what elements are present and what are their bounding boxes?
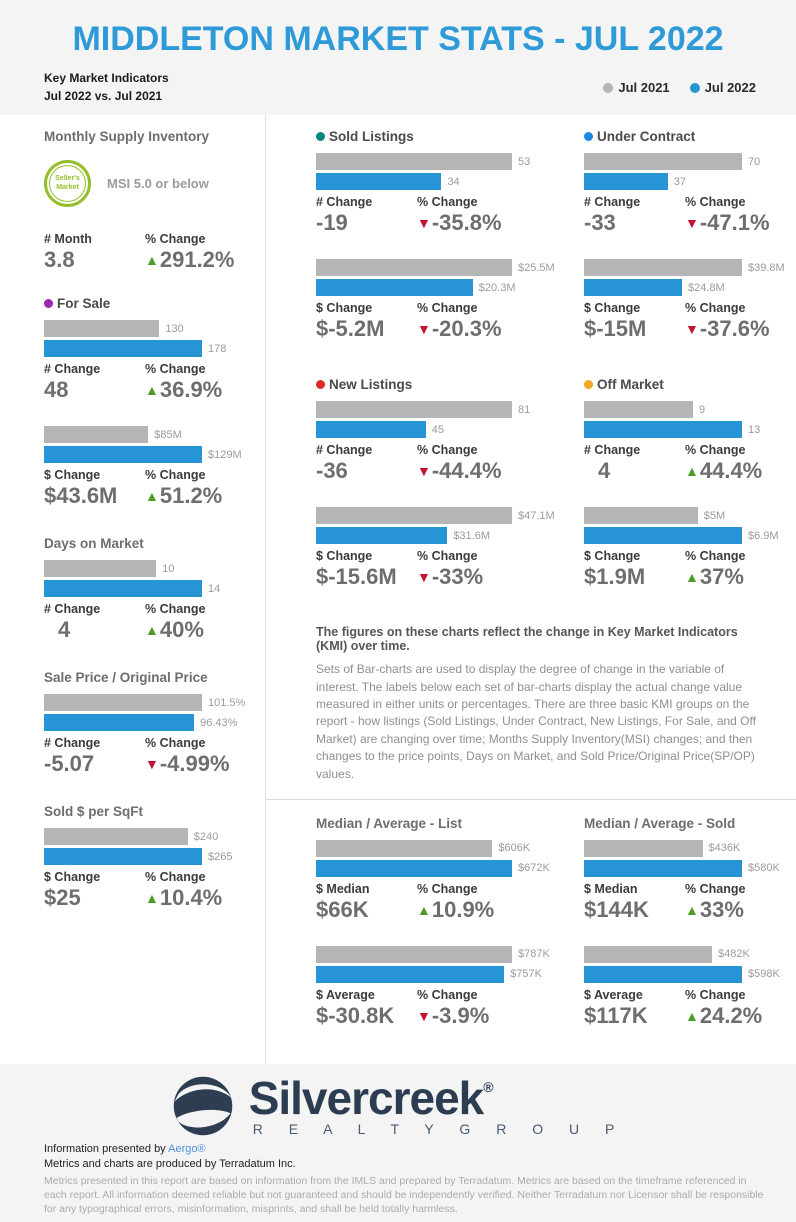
bar-jul2022 <box>316 279 473 296</box>
change-direction-icon <box>417 458 432 483</box>
stat-value: $117K <box>584 1002 648 1028</box>
bar-jul2022 <box>44 848 202 865</box>
bar-value: $436K <box>708 842 741 855</box>
bar-jul2021 <box>44 828 188 845</box>
stat-value: ▼ -35.8% <box>417 210 532 235</box>
stat-value: 3.8 <box>44 246 75 272</box>
stat-label: # Change <box>584 195 641 209</box>
kmi-group-sold-per-sqft <box>44 804 255 910</box>
bar-jul2021 <box>584 840 703 857</box>
bar-jul2022 <box>584 173 668 190</box>
stat-value: $-30.8K <box>316 1002 395 1028</box>
bar-value: 70 <box>748 155 761 168</box>
stat-label: % Change <box>145 362 206 377</box>
bar-chart-sold-per-sqft <box>44 828 255 910</box>
bar-jul2021 <box>584 946 712 963</box>
stat-label: % Change <box>417 881 478 896</box>
stat-value: 48 <box>44 376 69 402</box>
kmi-group-new-listings: New Listings 81 45 # Change -36 % Change ▼ -44.4% $47.1M $31.6M $ Change $-15.6M % Change ▼ -33% <box>266 377 532 589</box>
sellers-market-badge-icon <box>44 160 91 207</box>
stat-value: ▼ -37.6% <box>685 316 796 341</box>
report-body <box>0 115 796 1064</box>
kmi-group-for-sale <box>44 296 255 508</box>
msi-badge-row <box>44 160 255 207</box>
stat-label: # Change <box>44 602 101 617</box>
badge-line-1: Seller's <box>55 175 80 183</box>
group-title-msi: Monthly Supply Inventory <box>44 129 210 144</box>
brand-subtitle: R E A L T Y G R O U P <box>252 1121 626 1138</box>
presented-by-line: Information presented by Aergo® <box>44 1143 206 1156</box>
stat-value: $-15.6M <box>316 563 397 589</box>
bar-chart-off-market-units <box>584 401 796 483</box>
stat-label: % Change <box>685 301 746 316</box>
bar-jul2021 <box>584 507 698 524</box>
bar-value: $5M <box>703 509 726 522</box>
kmi-description-heading: The figures on these charts reflect the change in Key Market Indicators (KMI) over time. <box>316 625 738 654</box>
report-footer <box>0 1064 796 1222</box>
bar-value: $39.8M <box>748 261 785 274</box>
stat-label: % Change <box>145 870 206 885</box>
bar-value: $20.3M <box>478 281 516 294</box>
bar-jul2022 <box>584 279 682 296</box>
stat-label: % Change <box>145 736 206 751</box>
bar-value: 101.5% <box>208 696 246 709</box>
change-direction-icon <box>685 1003 700 1028</box>
bar-chart-sp-op <box>44 694 255 776</box>
bar-value: $129M <box>208 448 242 461</box>
stat-value: $66K <box>316 896 369 922</box>
bar-jul2022 <box>316 173 441 190</box>
bar-value: 53 <box>518 155 531 168</box>
stat-value: $-15M <box>584 315 647 341</box>
bar-jul2022 <box>584 860 742 877</box>
bar-jul2022 <box>316 966 504 983</box>
stat-label: $ Median <box>584 881 638 896</box>
bar-value: $672K <box>518 862 550 875</box>
bar-chart-sold-listings-units <box>316 153 532 235</box>
kmi-group-sold-listings: Sold Listings 53 34 # Change -19 % Change ▼ -35.8% $25.5M $20.3M $ Change $-5.2M % Change ▼ -20.3% <box>266 129 532 341</box>
change-direction-icon <box>145 247 160 272</box>
msi-note: MSI 5.0 or below <box>107 176 209 191</box>
stat-value: -5.07 <box>44 750 95 776</box>
bar-value: 37 <box>673 175 686 188</box>
stat-label: $ Median <box>316 881 370 896</box>
bar-jul2022 <box>44 446 202 463</box>
msi-stats <box>44 233 255 272</box>
change-direction-icon <box>145 617 160 642</box>
kmi-group-sale-price-original-price <box>44 670 255 776</box>
bar-value: $24.8M <box>687 281 725 294</box>
bar-jul2021 <box>316 401 512 418</box>
bar-chart-under-contract-units <box>584 153 796 235</box>
stat-label: % Change <box>145 232 206 246</box>
series-dot-icon <box>316 132 325 141</box>
silvercreek-logo <box>0 1074 796 1138</box>
bar-jul2021 <box>584 153 742 170</box>
stat-value: $1.9M <box>584 563 646 589</box>
kmi-description <box>316 625 758 783</box>
bar-chart-off-market-dollars <box>584 507 796 589</box>
brand-name: Silvercreek <box>248 1072 484 1125</box>
bar-value: $606K <box>498 842 531 855</box>
bar-chart-average-sold <box>584 946 796 1028</box>
footer-info <box>44 1142 768 1216</box>
bar-chart-median-sold <box>584 840 796 922</box>
stat-value: -36 <box>316 457 348 483</box>
stat-label: $ Change <box>584 549 641 564</box>
kmi-group-off-market: Off Market 9 13 # Change 4 % Change ▲ 44.4% $5M $6.9M $ Change $1.9M % Change ▲ 37% <box>532 377 796 589</box>
group-title-for-sale: For Sale <box>44 296 255 311</box>
bar-jul2021 <box>44 694 202 711</box>
stat-label: # Change <box>316 443 373 458</box>
bar-value: 34 <box>447 175 460 188</box>
bar-value: $85M <box>154 428 182 441</box>
kmi-row-2 <box>266 377 796 589</box>
series-dot-icon <box>584 380 593 389</box>
badge-line-2: Market <box>56 183 79 191</box>
bar-chart-for-sale-units <box>44 320 255 402</box>
stat-value: ▲ 291.2% <box>145 247 255 272</box>
logo-wordmark <box>248 1072 626 1138</box>
kmi-row-3 <box>266 816 796 1028</box>
stat-label: $ Average <box>584 987 643 1002</box>
stat-label: % Change <box>145 468 206 483</box>
legend <box>603 80 756 95</box>
stat-value: $43.6M <box>44 482 118 508</box>
stat-label: $ Change <box>584 301 641 316</box>
stat-label: $ Change <box>44 870 101 885</box>
bar-value: $6.9M <box>748 529 779 542</box>
group-title-sold-per-sqft: Sold $ per SqFt <box>44 804 144 820</box>
stat-label: % Change <box>685 881 746 896</box>
kmi-group-median-average-list <box>266 815 550 1028</box>
kmi-row-1 <box>266 129 796 341</box>
bar-jul2021 <box>44 560 156 577</box>
bar-jul2021 <box>44 320 159 337</box>
stat-value: ▲ 24.2% <box>685 1003 796 1028</box>
bar-value: 81 <box>518 403 531 416</box>
stat-label: # Change <box>584 443 641 458</box>
change-direction-icon <box>145 751 160 776</box>
change-direction-icon <box>145 483 160 508</box>
stat-value: ▼ -3.9% <box>417 1003 532 1028</box>
stat-label: % Change <box>145 602 206 617</box>
bar-jul2021 <box>316 946 512 963</box>
bar-value: $482K <box>717 948 750 961</box>
bar-value: $598K <box>748 968 780 981</box>
change-direction-icon <box>417 564 432 589</box>
bar-chart-average-list <box>316 946 550 1028</box>
legend-item-jul2022 <box>690 80 756 95</box>
stat-value: 4 <box>598 457 611 483</box>
series-dot-icon <box>584 132 593 141</box>
bar-value: $787K <box>518 948 550 961</box>
series-dot-icon <box>44 299 53 308</box>
stat-label: # Change <box>44 362 101 377</box>
stat-value: ▲ 40% <box>145 617 255 642</box>
stat-value: ▼ -44.4% <box>417 458 532 483</box>
bar-value: 14 <box>208 582 221 595</box>
right-region <box>266 115 796 1064</box>
stat-value: -19 <box>316 209 348 235</box>
bar-chart-for-sale-dollars <box>44 426 255 508</box>
legend-dot-jul2021-icon <box>603 83 613 93</box>
stat-label: # Change <box>44 736 101 751</box>
kicker-line-1: Key Market Indicators <box>44 71 169 86</box>
bar-jul2022 <box>44 340 202 357</box>
stat-value: ▼ -20.3% <box>417 316 532 341</box>
series-dot-icon <box>316 380 325 389</box>
stat-value: ▼ -47.1% <box>685 210 796 235</box>
bar-value: 13 <box>748 423 761 436</box>
bar-value: $240 <box>193 830 219 843</box>
group-title-sp-op: Sale Price / Original Price <box>44 670 208 686</box>
stat-value: ▲ 36.9% <box>145 377 255 402</box>
stat-label: % Change <box>685 195 746 209</box>
bar-value: $265 <box>208 850 233 863</box>
bar-jul2022 <box>584 527 742 544</box>
bar-jul2021 <box>316 840 492 857</box>
stat-label: % Change <box>685 443 746 458</box>
stat-label: $ Change <box>316 301 373 316</box>
bar-jul2022 <box>584 421 742 438</box>
stat-label: % Change <box>685 549 746 564</box>
stat-value: ▲ 10.4% <box>145 885 255 910</box>
stat-value: ▲ 51.2% <box>145 483 255 508</box>
bar-value: $757K <box>510 968 542 981</box>
stat-value: ▲ 44.4% <box>685 458 796 483</box>
stat-label: $ Change <box>44 468 101 483</box>
stat-value: ▲ 37% <box>685 564 796 589</box>
legend-label-jul2021: Jul 2021 <box>618 80 670 95</box>
kmi-description-body: Sets of Bar-charts are used to display the degree of change in the variable of interest. The labels below each set of bar-charts display the actual change value measured in either units or percentages. There are three basic KMI groups on the report - how listings (Sold Listings, Under Contract, New Listings, For Sale, and Off Market) are changing over time; Months Supply Inventory(MSI) changes; and then changes to the price points, Days on Market, and Sold Price/Original Price(SP/OP) values. <box>316 662 756 781</box>
bar-jul2021 <box>584 259 742 276</box>
stat-value: $-5.2M <box>316 315 385 341</box>
stat-value: ▲ 33% <box>685 897 796 922</box>
group-title-median-average-list: Median / Average - List <box>316 815 463 831</box>
bar-jul2021 <box>44 426 148 443</box>
group-title-median-average-sold: Median / Average - Sold <box>584 815 736 831</box>
stat-label: $ Average <box>316 987 375 1002</box>
bar-value: 9 <box>699 403 706 416</box>
bar-jul2021 <box>316 259 512 276</box>
stat-label: # Change <box>316 195 373 209</box>
bar-chart-sold-listings-dollars <box>316 259 555 341</box>
bar-value: $31.6M <box>453 529 491 542</box>
stat-label: # Month <box>44 232 92 246</box>
change-direction-icon <box>417 1003 432 1028</box>
stat-value: 4 <box>58 616 71 642</box>
bar-chart-new-listings-dollars <box>316 507 555 589</box>
stat-label: % Change <box>417 549 478 564</box>
change-direction-icon <box>145 885 160 910</box>
globe-icon <box>171 1074 235 1138</box>
stat-value: $25 <box>44 884 81 910</box>
kmi-group-median-average-sold <box>532 816 796 1028</box>
bar-jul2022 <box>44 580 202 597</box>
change-direction-icon <box>417 897 432 922</box>
bar-jul2022 <box>316 527 447 544</box>
stat-value: ▼ -33% <box>417 564 532 589</box>
bar-jul2021 <box>316 507 512 524</box>
report-header <box>0 0 796 115</box>
legend-item-jul2021 <box>603 80 669 95</box>
stat-value: $144K <box>584 896 649 922</box>
group-title-days-on-market: Days on Market <box>44 536 144 552</box>
bar-jul2022 <box>316 421 426 438</box>
stat-label: % Change <box>417 987 478 1002</box>
left-column <box>0 115 266 1064</box>
stat-label: % Change <box>417 195 478 209</box>
section-divider <box>266 799 796 800</box>
bar-value: 178 <box>208 342 227 355</box>
page-title: MIDDLETON MARKET STATS - JUL 2022 <box>72 20 724 58</box>
bar-jul2022 <box>316 860 512 877</box>
aergo-link[interactable]: Aergo® <box>168 1143 206 1156</box>
change-direction-icon <box>685 897 700 922</box>
kmi-group-msi <box>44 129 255 272</box>
produced-by-line: Metrics and charts are produced by Terradatum Inc. <box>44 1157 296 1170</box>
disclaimer-text: Metrics presented in this report are based on information from the IMLS and prepared by Terradatum. Metrics are based on the timeframe referenced in each report. All information deemed reliable but not guaranteed and should be independently verified. Neither Terradatum nor Licensor shall be responsible for any typographical errors, misinformation, misprints, and shall be held totally harmless. <box>44 1174 764 1216</box>
bar-jul2021 <box>316 153 512 170</box>
bar-jul2022 <box>44 714 194 731</box>
change-direction-icon <box>145 377 160 402</box>
report-kicker <box>44 70 169 105</box>
kicker-line-2: Jul 2022 vs. Jul 2021 <box>44 88 163 103</box>
bar-chart-new-listings-units <box>316 401 532 483</box>
change-direction-icon <box>417 316 432 341</box>
bar-value: $47.1M <box>518 509 555 522</box>
bar-value: $580K <box>748 862 780 875</box>
change-direction-icon <box>685 210 700 235</box>
stat-label: % Change <box>685 987 746 1002</box>
bar-value: 45 <box>431 423 444 436</box>
stat-label: % Change <box>417 443 478 458</box>
change-direction-icon <box>685 316 700 341</box>
change-direction-icon <box>685 564 700 589</box>
stat-value: ▲ 10.9% <box>417 897 532 922</box>
legend-label-jul2022: Jul 2022 <box>704 80 756 95</box>
legend-dot-jul2022-icon <box>690 83 700 93</box>
bar-jul2022 <box>584 966 742 983</box>
bar-value: $25.5M <box>518 261 555 274</box>
bar-chart-median-list <box>316 840 550 922</box>
stat-value: ▼ -4.99% <box>145 751 255 776</box>
bar-chart-days-on-market <box>44 560 255 642</box>
change-direction-icon <box>417 210 432 235</box>
bar-value: 130 <box>165 322 184 335</box>
bar-jul2021 <box>584 401 693 418</box>
bar-value: 10 <box>162 562 175 575</box>
change-direction-icon <box>685 458 700 483</box>
bar-chart-under-contract-dollars <box>584 259 796 341</box>
registered-mark: ® <box>483 1079 494 1096</box>
stat-value: -33 <box>584 209 616 235</box>
stat-label: $ Change <box>316 549 373 564</box>
stat-label: % Change <box>417 301 478 316</box>
kmi-group-days-on-market <box>44 536 255 642</box>
bar-value: 96.43% <box>200 716 238 729</box>
kmi-group-under-contract: Under Contract 70 37 # Change -33 % Change ▼ -47.1% $39.8M $24.8M $ Change $-15M % Change ▼ -37.6% <box>532 129 796 341</box>
